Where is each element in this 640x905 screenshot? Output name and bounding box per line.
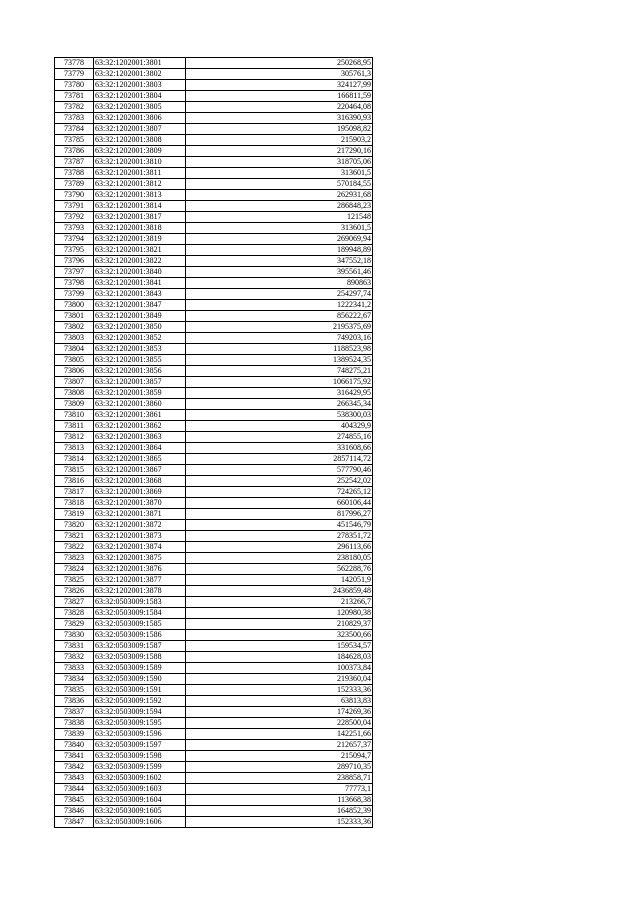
value-cell: 238180,05 <box>186 553 373 564</box>
table-row <box>55 432 373 443</box>
value-cell: 305761,3 <box>186 69 373 80</box>
row-number-cell: 73837 <box>55 707 94 718</box>
cadastral-number-cell: 63:32:1202001:3867 <box>94 465 186 476</box>
table-row <box>55 608 373 619</box>
row-number-cell: 73841 <box>55 751 94 762</box>
cadastral-number-cell: 63:32:0503009:1591 <box>94 685 186 696</box>
value-cell: 289710,35 <box>186 762 373 773</box>
cadastral-number-cell: 63:32:1202001:3806 <box>94 113 186 124</box>
table-row <box>55 201 373 212</box>
value-cell: 217290,16 <box>186 146 373 157</box>
value-cell: 166811,59 <box>186 91 373 102</box>
table-row <box>55 674 373 685</box>
row-number-cell: 73784 <box>55 124 94 135</box>
cadastral-number-cell: 63:32:0503009:1603 <box>94 784 186 795</box>
table-row <box>55 729 373 740</box>
row-number-cell: 73810 <box>55 410 94 421</box>
value-cell: 316429,95 <box>186 388 373 399</box>
table-row <box>55 157 373 168</box>
value-cell: 266345,34 <box>186 399 373 410</box>
cadastral-number-cell: 63:32:1202001:3818 <box>94 223 186 234</box>
value-cell: 120980,38 <box>186 608 373 619</box>
row-number-cell: 73836 <box>55 696 94 707</box>
row-number-cell: 73830 <box>55 630 94 641</box>
row-number-cell: 73783 <box>55 113 94 124</box>
value-cell: 159534,57 <box>186 641 373 652</box>
value-cell: 562288,76 <box>186 564 373 575</box>
table-row <box>55 806 373 817</box>
value-cell: 2195375,69 <box>186 322 373 333</box>
table-row <box>55 410 373 421</box>
row-number-cell: 73814 <box>55 454 94 465</box>
row-number-cell: 73820 <box>55 520 94 531</box>
row-number-cell: 73805 <box>55 355 94 366</box>
value-cell: 142251,66 <box>186 729 373 740</box>
row-number-cell: 73786 <box>55 146 94 157</box>
value-cell: 184628,03 <box>186 652 373 663</box>
cadastral-number-cell: 63:32:1202001:3804 <box>94 91 186 102</box>
table-row <box>55 168 373 179</box>
cadastral-number-cell: 63:32:0503009:1585 <box>94 619 186 630</box>
cadastral-number-cell: 63:32:0503009:1584 <box>94 608 186 619</box>
table-body <box>55 58 373 828</box>
value-cell: 318705,06 <box>186 157 373 168</box>
table-row <box>55 135 373 146</box>
value-cell: 164852,39 <box>186 806 373 817</box>
value-cell: 174269,36 <box>186 707 373 718</box>
value-cell: 2436859,48 <box>186 586 373 597</box>
table-row <box>55 267 373 278</box>
value-cell: 856222,67 <box>186 311 373 322</box>
table-row <box>55 795 373 806</box>
table-row <box>55 223 373 234</box>
value-cell: 2857114,72 <box>186 454 373 465</box>
row-number-cell: 73809 <box>55 399 94 410</box>
row-number-cell: 73838 <box>55 718 94 729</box>
table-row <box>55 80 373 91</box>
row-number-cell: 73823 <box>55 553 94 564</box>
table-row <box>55 707 373 718</box>
value-cell: 1222341,2 <box>186 300 373 311</box>
table-row <box>55 619 373 630</box>
row-number-cell: 73779 <box>55 69 94 80</box>
cadastral-number-cell: 63:32:0503009:1583 <box>94 597 186 608</box>
table-row <box>55 542 373 553</box>
row-number-cell: 73834 <box>55 674 94 685</box>
row-number-cell: 73835 <box>55 685 94 696</box>
cadastral-number-cell: 63:32:0503009:1597 <box>94 740 186 751</box>
value-cell: 152333,36 <box>186 685 373 696</box>
row-number-cell: 73843 <box>55 773 94 784</box>
value-cell: 313601,5 <box>186 168 373 179</box>
table-row <box>55 498 373 509</box>
row-number-cell: 73790 <box>55 190 94 201</box>
cadastral-number-cell: 63:32:1202001:3821 <box>94 245 186 256</box>
table-row <box>55 443 373 454</box>
value-cell: 577790,46 <box>186 465 373 476</box>
cadastral-number-cell: 63:32:0503009:1604 <box>94 795 186 806</box>
cadastral-number-cell: 63:32:0503009:1605 <box>94 806 186 817</box>
row-number-cell: 73796 <box>55 256 94 267</box>
table-row <box>55 696 373 707</box>
value-cell: 152333,36 <box>186 817 373 828</box>
cadastral-number-cell: 63:32:0503009:1598 <box>94 751 186 762</box>
cadastral-number-cell: 63:32:1202001:3822 <box>94 256 186 267</box>
table-row <box>55 322 373 333</box>
row-number-cell: 73785 <box>55 135 94 146</box>
value-cell: 250268,95 <box>186 58 373 69</box>
row-number-cell: 73781 <box>55 91 94 102</box>
table-row <box>55 366 373 377</box>
table-row <box>55 245 373 256</box>
table-row <box>55 531 373 542</box>
row-number-cell: 73829 <box>55 619 94 630</box>
table-row <box>55 751 373 762</box>
cadastral-number-cell: 63:32:0503009:1589 <box>94 663 186 674</box>
row-number-cell: 73813 <box>55 443 94 454</box>
value-cell: 238858,71 <box>186 773 373 784</box>
row-number-cell: 73793 <box>55 223 94 234</box>
row-number-cell: 73825 <box>55 575 94 586</box>
table-row <box>55 487 373 498</box>
value-cell: 228500,04 <box>186 718 373 729</box>
value-cell: 252542,02 <box>186 476 373 487</box>
value-cell: 724265,12 <box>186 487 373 498</box>
row-number-cell: 73819 <box>55 509 94 520</box>
table-row <box>55 520 373 531</box>
row-number-cell: 73806 <box>55 366 94 377</box>
table-row <box>55 454 373 465</box>
table-row <box>55 91 373 102</box>
value-cell: 212657,37 <box>186 740 373 751</box>
row-number-cell: 73821 <box>55 531 94 542</box>
row-number-cell: 73782 <box>55 102 94 113</box>
cadastral-number-cell: 63:32:1202001:3874 <box>94 542 186 553</box>
value-cell: 890863 <box>186 278 373 289</box>
value-cell: 331608,66 <box>186 443 373 454</box>
value-cell: 451546,79 <box>186 520 373 531</box>
table-row <box>55 311 373 322</box>
value-cell: 404329,9 <box>186 421 373 432</box>
table-row <box>55 740 373 751</box>
row-number-cell: 73815 <box>55 465 94 476</box>
row-number-cell: 73832 <box>55 652 94 663</box>
cadastral-number-cell: 63:32:1202001:3864 <box>94 443 186 454</box>
table-row <box>55 421 373 432</box>
cadastral-number-cell: 63:32:1202001:3803 <box>94 80 186 91</box>
cadastral-number-cell: 63:32:1202001:3875 <box>94 553 186 564</box>
table-row <box>55 564 373 575</box>
cadastral-number-cell: 63:32:1202001:3872 <box>94 520 186 531</box>
table-row <box>55 388 373 399</box>
table-row <box>55 718 373 729</box>
cadastral-number-cell: 63:32:1202001:3865 <box>94 454 186 465</box>
value-cell: 215903,2 <box>186 135 373 146</box>
cadastral-number-cell: 63:32:1202001:3876 <box>94 564 186 575</box>
value-cell: 286848,23 <box>186 201 373 212</box>
cadastral-number-cell: 63:32:0503009:1587 <box>94 641 186 652</box>
cadastral-number-cell: 63:32:1202001:3814 <box>94 201 186 212</box>
table-row <box>55 234 373 245</box>
table-row <box>55 817 373 828</box>
value-cell: 296113,66 <box>186 542 373 553</box>
table-row <box>55 256 373 267</box>
cadastral-number-cell: 63:32:1202001:3869 <box>94 487 186 498</box>
value-cell: 77773,1 <box>186 784 373 795</box>
table-row <box>55 773 373 784</box>
cadastral-number-cell: 63:32:1202001:3853 <box>94 344 186 355</box>
cadastral-number-cell: 63:32:1202001:3811 <box>94 168 186 179</box>
cadastral-number-cell: 63:32:1202001:3819 <box>94 234 186 245</box>
value-cell: 195098,82 <box>186 124 373 135</box>
value-cell: 215094,7 <box>186 751 373 762</box>
row-number-cell: 73791 <box>55 201 94 212</box>
row-number-cell: 73839 <box>55 729 94 740</box>
table-row <box>55 762 373 773</box>
table-row <box>55 69 373 80</box>
value-cell: 278351,72 <box>186 531 373 542</box>
row-number-cell: 73812 <box>55 432 94 443</box>
table-row <box>55 333 373 344</box>
cadastral-number-cell: 63:32:1202001:3802 <box>94 69 186 80</box>
row-number-cell: 73801 <box>55 311 94 322</box>
cadastral-number-cell: 63:32:0503009:1606 <box>94 817 186 828</box>
table-row <box>55 289 373 300</box>
table-row <box>55 179 373 190</box>
row-number-cell: 73789 <box>55 179 94 190</box>
cadastral-number-cell: 63:32:1202001:3862 <box>94 421 186 432</box>
cadastral-number-cell: 63:32:1202001:3817 <box>94 212 186 223</box>
table-row <box>55 377 373 388</box>
row-number-cell: 73831 <box>55 641 94 652</box>
value-cell: 749203,16 <box>186 333 373 344</box>
table-row <box>55 344 373 355</box>
row-number-cell: 73808 <box>55 388 94 399</box>
value-cell: 262931,68 <box>186 190 373 201</box>
table-row <box>55 113 373 124</box>
cadastral-number-cell: 63:32:1202001:3870 <box>94 498 186 509</box>
table-row <box>55 355 373 366</box>
row-number-cell: 73794 <box>55 234 94 245</box>
value-cell: 213266,7 <box>186 597 373 608</box>
cadastral-number-cell: 63:32:1202001:3809 <box>94 146 186 157</box>
row-number-cell: 73787 <box>55 157 94 168</box>
value-cell: 274855,16 <box>186 432 373 443</box>
cadastral-number-cell: 63:32:1202001:3812 <box>94 179 186 190</box>
table-row <box>55 652 373 663</box>
row-number-cell: 73828 <box>55 608 94 619</box>
cadastral-number-cell: 63:32:1202001:3843 <box>94 289 186 300</box>
cadastral-number-cell: 63:32:1202001:3861 <box>94 410 186 421</box>
table-row <box>55 586 373 597</box>
value-cell: 570184,55 <box>186 179 373 190</box>
row-number-cell: 73795 <box>55 245 94 256</box>
row-number-cell: 73792 <box>55 212 94 223</box>
value-cell: 748275,21 <box>186 366 373 377</box>
cadastral-number-cell: 63:32:1202001:3841 <box>94 278 186 289</box>
value-cell: 63813,83 <box>186 696 373 707</box>
cadastral-number-cell: 63:32:0503009:1599 <box>94 762 186 773</box>
row-number-cell: 73798 <box>55 278 94 289</box>
table-row <box>55 190 373 201</box>
row-number-cell: 73846 <box>55 806 94 817</box>
cadastral-number-cell: 63:32:1202001:3873 <box>94 531 186 542</box>
table-row <box>55 124 373 135</box>
cadastral-number-cell: 63:32:0503009:1595 <box>94 718 186 729</box>
table-row <box>55 641 373 652</box>
cadastral-number-cell: 63:32:1202001:3852 <box>94 333 186 344</box>
value-cell: 660106,44 <box>186 498 373 509</box>
row-number-cell: 73822 <box>55 542 94 553</box>
row-number-cell: 73827 <box>55 597 94 608</box>
value-cell: 1066175,92 <box>186 377 373 388</box>
row-number-cell: 73816 <box>55 476 94 487</box>
value-cell: 189948,89 <box>186 245 373 256</box>
row-number-cell: 73799 <box>55 289 94 300</box>
cadastral-number-cell: 63:32:1202001:3805 <box>94 102 186 113</box>
cadastral-number-cell: 63:32:1202001:3840 <box>94 267 186 278</box>
row-number-cell: 73804 <box>55 344 94 355</box>
row-number-cell: 73844 <box>55 784 94 795</box>
value-cell: 121548 <box>186 212 373 223</box>
cadastral-number-cell: 63:32:1202001:3801 <box>94 58 186 69</box>
value-cell: 395561,46 <box>186 267 373 278</box>
value-cell: 316390,93 <box>186 113 373 124</box>
cadastral-number-cell: 63:32:1202001:3807 <box>94 124 186 135</box>
cadastral-number-cell: 63:32:0503009:1594 <box>94 707 186 718</box>
cadastral-number-cell: 63:32:0503009:1590 <box>94 674 186 685</box>
cadastral-number-cell: 63:32:1202001:3878 <box>94 586 186 597</box>
cadastral-number-cell: 63:32:1202001:3808 <box>94 135 186 146</box>
cadastral-number-cell: 63:32:1202001:3871 <box>94 509 186 520</box>
cadastral-number-cell: 63:32:1202001:3850 <box>94 322 186 333</box>
table-row <box>55 465 373 476</box>
row-number-cell: 73780 <box>55 80 94 91</box>
value-cell: 1389524,35 <box>186 355 373 366</box>
cadastral-number-cell: 63:32:1202001:3857 <box>94 377 186 388</box>
table-row <box>55 685 373 696</box>
table-row <box>55 553 373 564</box>
value-cell: 210829,37 <box>186 619 373 630</box>
row-number-cell: 73807 <box>55 377 94 388</box>
row-number-cell: 73833 <box>55 663 94 674</box>
cadastral-number-cell: 63:32:1202001:3859 <box>94 388 186 399</box>
cadastral-number-cell: 63:32:1202001:3813 <box>94 190 186 201</box>
data-table <box>54 57 373 828</box>
table-row <box>55 663 373 674</box>
row-number-cell: 73824 <box>55 564 94 575</box>
table-row <box>55 399 373 410</box>
value-cell: 269069,94 <box>186 234 373 245</box>
value-cell: 323500,66 <box>186 630 373 641</box>
row-number-cell: 73818 <box>55 498 94 509</box>
table-row <box>55 58 373 69</box>
table-row <box>55 146 373 157</box>
value-cell: 219360,04 <box>186 674 373 685</box>
value-cell: 1188523,98 <box>186 344 373 355</box>
table-row <box>55 597 373 608</box>
row-number-cell: 73800 <box>55 300 94 311</box>
value-cell: 254297,74 <box>186 289 373 300</box>
table-row <box>55 575 373 586</box>
value-cell: 347552,18 <box>186 256 373 267</box>
row-number-cell: 73797 <box>55 267 94 278</box>
row-number-cell: 73778 <box>55 58 94 69</box>
table-row <box>55 212 373 223</box>
row-number-cell: 73847 <box>55 817 94 828</box>
cadastral-number-cell: 63:32:0503009:1588 <box>94 652 186 663</box>
value-cell: 113668,38 <box>186 795 373 806</box>
value-cell: 324127,99 <box>186 80 373 91</box>
value-cell: 100373,84 <box>186 663 373 674</box>
cadastral-number-cell: 63:32:0503009:1596 <box>94 729 186 740</box>
row-number-cell: 73817 <box>55 487 94 498</box>
table-row <box>55 278 373 289</box>
table-row <box>55 102 373 113</box>
table-row <box>55 630 373 641</box>
cadastral-number-cell: 63:32:1202001:3849 <box>94 311 186 322</box>
table-row <box>55 509 373 520</box>
cadastral-number-cell: 63:32:1202001:3855 <box>94 355 186 366</box>
cadastral-number-cell: 63:32:1202001:3810 <box>94 157 186 168</box>
row-number-cell: 73788 <box>55 168 94 179</box>
value-cell: 220464,08 <box>186 102 373 113</box>
cadastral-number-cell: 63:32:1202001:3863 <box>94 432 186 443</box>
table-row <box>55 784 373 795</box>
cadastral-number-cell: 63:32:1202001:3868 <box>94 476 186 487</box>
table-row <box>55 300 373 311</box>
cadastral-number-cell: 63:32:1202001:3877 <box>94 575 186 586</box>
value-cell: 313601,5 <box>186 223 373 234</box>
row-number-cell: 73803 <box>55 333 94 344</box>
cadastral-number-cell: 63:32:1202001:3860 <box>94 399 186 410</box>
row-number-cell: 73811 <box>55 421 94 432</box>
value-cell: 538300,03 <box>186 410 373 421</box>
cadastral-number-cell: 63:32:0503009:1586 <box>94 630 186 641</box>
cadastral-number-cell: 63:32:0503009:1602 <box>94 773 186 784</box>
value-cell: 817996,27 <box>186 509 373 520</box>
cadastral-number-cell: 63:32:1202001:3847 <box>94 300 186 311</box>
row-number-cell: 73842 <box>55 762 94 773</box>
cadastral-number-cell: 63:32:0503009:1592 <box>94 696 186 707</box>
cadastral-number-cell: 63:32:1202001:3856 <box>94 366 186 377</box>
row-number-cell: 73826 <box>55 586 94 597</box>
table-row <box>55 476 373 487</box>
row-number-cell: 73840 <box>55 740 94 751</box>
row-number-cell: 73802 <box>55 322 94 333</box>
value-cell: 142051,9 <box>186 575 373 586</box>
row-number-cell: 73845 <box>55 795 94 806</box>
